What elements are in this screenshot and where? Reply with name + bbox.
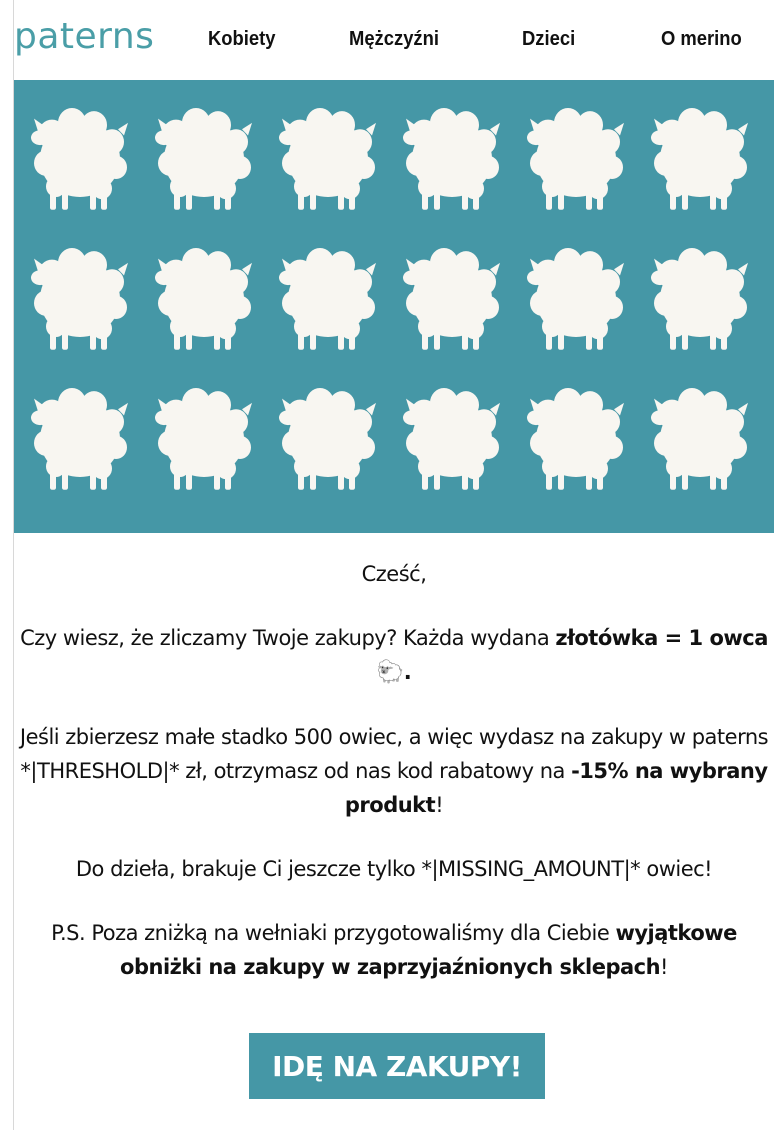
nav-item-kobiety[interactable]: Kobiety bbox=[208, 28, 276, 50]
paragraph-counting bbox=[14, 621, 774, 690]
sheep-icon bbox=[31, 388, 128, 490]
sheep-icon bbox=[279, 108, 376, 210]
sheep-icon bbox=[527, 388, 624, 490]
sheep-icon bbox=[155, 248, 252, 350]
nav-item-mezczyzni[interactable]: Mężczyźni bbox=[349, 28, 439, 50]
paragraph-threshold-end: ! bbox=[435, 793, 444, 817]
paragraph-counting-bold: złotówka = 1 owca bbox=[555, 626, 768, 650]
sheep-icon bbox=[279, 388, 376, 490]
email-body bbox=[14, 557, 774, 1014]
sheep-icon bbox=[651, 388, 748, 490]
nav-item-dzieci[interactable]: Dzieci bbox=[522, 28, 576, 50]
sheep-pattern bbox=[14, 80, 774, 533]
paragraph-counting-end: . bbox=[403, 660, 412, 684]
paragraph-ps-end: ! bbox=[660, 955, 668, 979]
brand-logo[interactable]: paterns bbox=[14, 16, 155, 57]
sheep-icon bbox=[651, 248, 748, 350]
sheep-grid bbox=[31, 108, 748, 490]
paragraph-ps-bold: wyjątkowe obniżki na zakupy w zaprzyjaźnionych sklepach bbox=[120, 921, 737, 979]
sheep-icon bbox=[403, 108, 500, 210]
paragraph-counting-text: Czy wiesz, że zliczamy Twoje zakupy? Każda wydana bbox=[20, 626, 556, 650]
nav-item-o-merino[interactable]: O merino bbox=[661, 28, 742, 50]
sheep-icon bbox=[155, 388, 252, 490]
sheep-icon bbox=[155, 108, 252, 210]
shop-now-button[interactable]: IDĘ NA ZAKUPY! bbox=[249, 1033, 545, 1099]
sheep-icon bbox=[403, 248, 500, 350]
paragraph-ps-text: P.S. Poza zniżką na wełniaki przygotowaliśmy dla Ciebie bbox=[51, 921, 616, 945]
sheep-icon bbox=[527, 248, 624, 350]
greeting: Cześć, bbox=[361, 562, 427, 586]
sheep-icon bbox=[403, 388, 500, 490]
paragraph-missing: Do dzieła, brakuje Ci jeszcze tylko *|MISSING_AMOUNT|* owiec! bbox=[75, 857, 713, 881]
paragraph-threshold-text: Jeśli zbierzesz małe stadko 500 owiec, a więc wydasz na zakupy w paterns *|THRESHOLD|* zł, otrzymasz od nas kod rabatowy na bbox=[19, 725, 769, 783]
sheep-icon bbox=[31, 248, 128, 350]
paragraph-ps bbox=[14, 916, 774, 984]
hero-banner bbox=[14, 80, 774, 533]
paragraph-threshold bbox=[14, 720, 774, 822]
paragraph-threshold-bold: -15% na wybrany produkt bbox=[344, 759, 768, 817]
header bbox=[0, 0, 774, 80]
sheep-icon bbox=[279, 248, 376, 350]
sheep-emoji-icon: 🐑 bbox=[376, 660, 404, 685]
sheep-icon bbox=[651, 108, 748, 210]
sheep-icon bbox=[31, 108, 128, 210]
sheep-icon bbox=[527, 108, 624, 210]
